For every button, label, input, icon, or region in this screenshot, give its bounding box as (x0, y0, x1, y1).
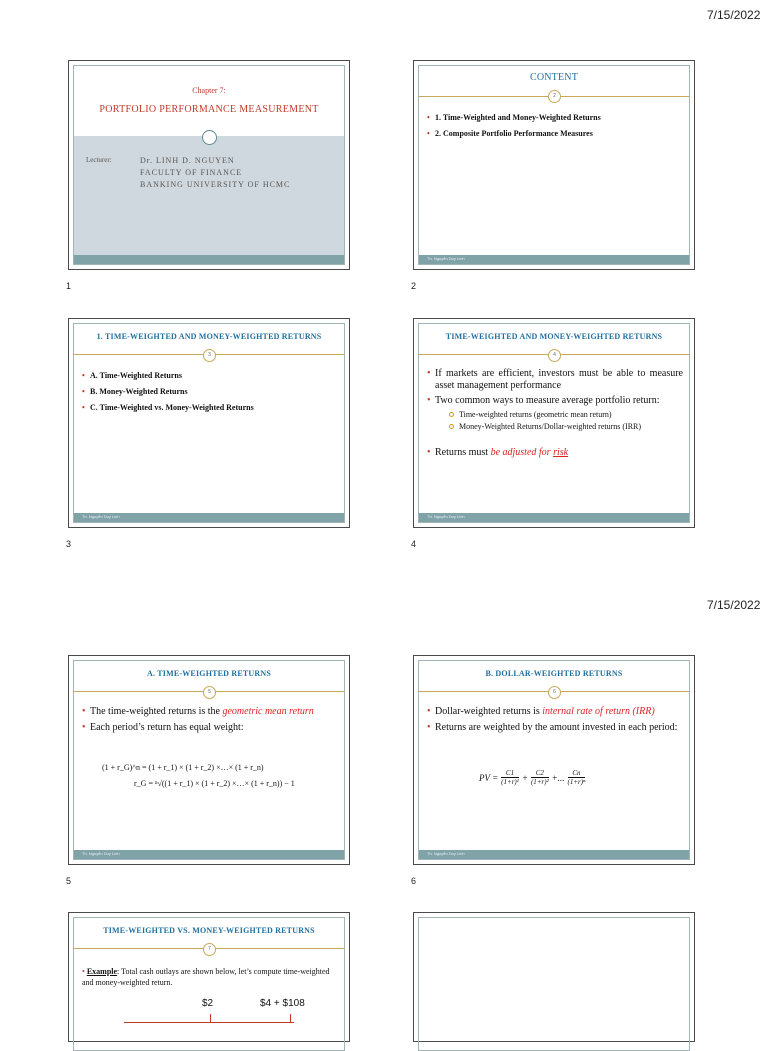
content-item: • Dollar-weighted returns is internal rate of return (IRR) (427, 705, 683, 718)
slide-footer: Th. Nguyễn Duy Linh (419, 255, 689, 264)
slide-number: 6 (411, 876, 417, 886)
slide-1[interactable] (68, 60, 350, 270)
example-text: • Example: Total cash outlays are shown below, let’s compute time-weighted and money-weighted return. (82, 967, 330, 987)
content-item: • Each period’s return has equal weight: (82, 721, 338, 734)
slide-badge: 6 (548, 686, 561, 699)
content-item: • Returns must be adjusted for risk (427, 447, 683, 459)
content-item: • 2. Composite Portfolio Performance Measures (427, 126, 601, 142)
slide-footer: Th. Nguyễn Duy Linh (74, 850, 344, 859)
slide-footer (74, 255, 344, 264)
page-date: 7/15/2022 (707, 598, 761, 612)
content-item: • C. Time-Weighted vs. Money-Weighted Returns (82, 400, 254, 416)
slide-footer: Th. Nguyễn Duy Linh (419, 513, 689, 522)
slide-title: A. TIME-WEIGHTED RETURNS (146, 669, 271, 678)
slide-number: 1 (66, 281, 72, 291)
slide-number: 4 (411, 539, 417, 549)
arrow-up-icon (290, 1014, 291, 1022)
cashflow-label: $4 + $108 (260, 998, 305, 1009)
slide-badge: 4 (548, 349, 561, 362)
content-item: • Two common ways to measure average portfolio return: Time-weighted returns (geometric mean return) Money-Weighted Returns/Dollar-weighted returns (IRR) (427, 395, 683, 433)
faculty-name: FACULTY OF FINANCE (140, 168, 243, 177)
sub-item: Money-Weighted Returns/Dollar-weighted returns (IRR) (449, 421, 683, 433)
slide-6[interactable] (413, 655, 695, 865)
slide-5[interactable] (68, 655, 350, 865)
arrow-up-icon (210, 1014, 211, 1022)
slide-title: PORTFOLIO PERFORMANCE MEASUREMENT (99, 104, 319, 115)
content-item: • A. Time-Weighted Returns (82, 368, 254, 384)
formula-geometric-power: (1 + r_G)^n = (1 + r_1) × (1 + r_2) ×…× (1 + r_n) (102, 763, 264, 772)
slide-badge: 2 (548, 90, 561, 103)
page-date: 7/15/2022 (707, 8, 761, 22)
slide-number: 5 (66, 876, 72, 886)
chapter-label: Chapter 7: (192, 86, 226, 95)
slide-badge: 3 (203, 349, 216, 362)
slide-badge: 7 (203, 943, 216, 956)
slide-footer: Th. Nguyễn Duy Linh (419, 850, 689, 859)
slide-3[interactable] (68, 318, 350, 528)
lecturer-name: Dr. LINH D. NGUYEN (140, 156, 235, 165)
slide-8[interactable] (413, 912, 695, 1042)
slide-number: 3 (66, 539, 72, 549)
slide-7[interactable] (68, 912, 350, 1042)
slide-title: 1. TIME-WEIGHTED AND MONEY-WEIGHTED RETURNS (96, 332, 322, 341)
cashflow-label: $2 (202, 998, 214, 1009)
formula-geometric-root: r_G = ⁿ√((1 + r_1) × (1 + r_2) ×…× (1 + r_n)) − 1 (134, 779, 295, 788)
slide-title: B. DOLLAR-WEIGHTED RETURNS (485, 669, 623, 678)
divider-circle-icon (202, 130, 217, 145)
slide-2[interactable] (413, 60, 695, 270)
lecturer-label: Lecturer: (86, 156, 112, 164)
content-item: • B. Money-Weighted Returns (82, 384, 254, 400)
sub-item: Time-weighted returns (geometric mean return) (449, 409, 683, 421)
slide-title: TIME-WEIGHTED VS. MONEY-WEIGHTED RETURNS (103, 926, 315, 935)
slide-4[interactable] (413, 318, 695, 528)
timeline (124, 1022, 294, 1023)
slide-title: TIME-WEIGHTED AND MONEY-WEIGHTED RETURNS (445, 332, 663, 341)
slide-badge: 5 (203, 686, 216, 699)
content-item: • 1. Time-Weighted and Money-Weighted Returns (427, 110, 601, 126)
university-name: BANKING UNIVERSITY OF HCMC (140, 180, 291, 189)
formula-pv: PV = $\frac{C1}{\text{(1+r)¹}}$ + $\frac{C2}{\text{(1+r)²}}$ +... Cn (1+r)ⁿ (479, 769, 586, 786)
content-item: • Returns are weighted by the amount invested in each period: (427, 721, 683, 734)
content-item: • If markets are efficient, investors must be able to measure asset management performance (427, 368, 683, 392)
slide-footer: Th. Nguyễn Duy Linh (74, 513, 344, 522)
slide-title: CONTENT (529, 72, 579, 83)
slide-number: 2 (411, 281, 417, 291)
content-item: • The time-weighted returns is the geometric mean return (82, 705, 338, 718)
